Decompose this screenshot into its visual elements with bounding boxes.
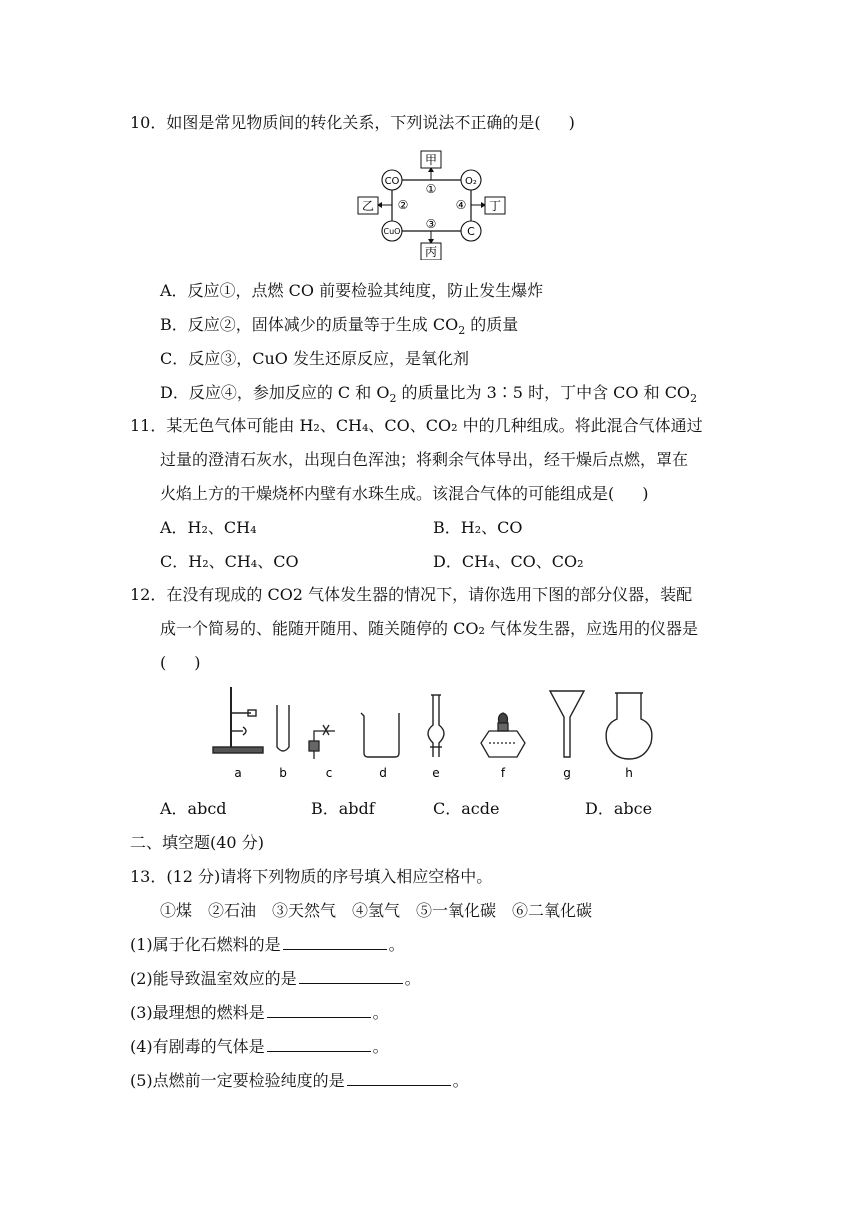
svg-text:CuO: CuO xyxy=(383,227,401,236)
q11-option-c: C．H₂、CH₄、CO xyxy=(160,552,299,571)
answer-blank-3[interactable] xyxy=(267,1002,371,1018)
beaker-icon xyxy=(361,713,399,757)
q10-option-d: D．反应④，参加反应的 C 和 $O_2$ 的质量比为 3∶5 时，丁中含 CO 和 $CO_2$ xyxy=(160,383,698,406)
q13-sub-4: (4)有剧毒的气体是 。 xyxy=(130,1037,389,1056)
svg-text:C: C xyxy=(467,225,475,238)
q11-option-d: D．CH₄、CO、CO₂ xyxy=(433,552,584,571)
stopper-with-tube-icon xyxy=(309,725,335,759)
q13-items: ①煤 ②石油 ③天然气 ④氢气 ⑤一氧化碳 ⑥二氧化碳 xyxy=(160,901,593,920)
q12-option-a: A．abcd xyxy=(160,799,227,818)
q11-line-2: 过量的澄清石灰水，出现白色浑浊；将剩余气体导出，经干燥后点燃，罩在 xyxy=(160,450,689,469)
apparatus-label-d: d xyxy=(379,766,387,780)
product-bing: 丙 xyxy=(424,245,438,259)
apparatus-label-a: a xyxy=(234,766,242,780)
apparatus-label-b: b xyxy=(279,766,287,780)
alcohol-lamp-icon xyxy=(481,713,525,757)
apparatus-label-g: g xyxy=(563,766,571,780)
q12-line-2: 成一个简易的、能随开随用、随关随停的 CO₂ 气体发生器，应选用的仪器是 xyxy=(160,619,698,638)
q13-sub-2: (2)能导致温室效应的是 。 xyxy=(130,969,421,988)
conversion-diagram xyxy=(355,148,510,260)
section-heading: 二、填空题(40 分) xyxy=(130,833,264,852)
q13-sub-5: (5)点燃前一定要检验纯度的是 。 xyxy=(130,1071,469,1090)
q12-option-c: C．acde xyxy=(433,799,500,818)
reaction-4: ④ xyxy=(455,198,467,212)
q12-line-3: ( ) xyxy=(160,653,201,672)
q10-option-b: B．反应②，固体减少的质量等于生成 $CO_2$ 的质量 xyxy=(160,315,519,338)
apparatus-label-e: e xyxy=(432,766,440,780)
reaction-2: ② xyxy=(397,198,409,212)
funnel-icon xyxy=(550,691,584,757)
apparatus-label-c: c xyxy=(325,766,333,780)
product-ding: 丁 xyxy=(488,199,502,213)
q11-option-b: B．H₂、CO xyxy=(433,518,523,537)
q10-stem: 10．如图是常见物质间的转化关系，下列说法不正确的是( ) xyxy=(130,113,575,132)
svg-text:O₂: O₂ xyxy=(465,176,477,187)
reaction-3: ③ xyxy=(425,217,437,231)
q13-stem: 13．(12 分)请将下列物质的序号填入相应空格中。 xyxy=(130,867,493,886)
product-jia: 甲 xyxy=(424,153,438,167)
flask-icon xyxy=(606,693,652,759)
q11-line-3: 火焰上方的干燥烧杯内壁有水珠生成。该混合气体的可能组成是( ) xyxy=(160,484,649,503)
q12-option-d: D．abce xyxy=(585,799,653,818)
answer-blank-4[interactable] xyxy=(267,1036,371,1052)
q12-line-1: 12．在没有现成的 CO2 气体发生器的情况下，请你选用下图的部分仪器，装配 xyxy=(130,585,693,604)
q13-sub-3: (3)最理想的燃料是 。 xyxy=(130,1003,389,1022)
reaction-1: ① xyxy=(425,182,437,196)
iron-stand-icon xyxy=(213,687,263,753)
answer-blank-2[interactable] xyxy=(299,968,403,984)
q11-line-1: 11．某无色气体可能由 H₂、CH₄、CO、CO₂ 中的几种组成。将此混合气体通过 xyxy=(130,416,703,435)
product-yi: 乙 xyxy=(361,199,375,213)
q10-option-c: C．反应③，CuO 发生还原反应，是氧化剂 xyxy=(160,349,469,368)
answer-blank-5[interactable] xyxy=(347,1070,451,1086)
test-tube-icon xyxy=(277,705,289,751)
q10-option-a: A．反应①，点燃 CO 前要检验其纯度，防止发生爆炸 xyxy=(160,281,544,300)
q12-option-b: B．abdf xyxy=(311,799,375,818)
apparatus-figure xyxy=(205,685,665,785)
svg-text:CO: CO xyxy=(384,176,400,187)
apparatus-label-h: h xyxy=(625,766,633,780)
q13-sub-1: (1)属于化石燃料的是 。 xyxy=(130,935,405,954)
q11-option-a: A．H₂、CH₄ xyxy=(160,518,257,537)
ball-funnel-icon xyxy=(428,695,444,757)
answer-blank-1[interactable] xyxy=(283,934,387,950)
apparatus-label-f: f xyxy=(500,766,506,780)
